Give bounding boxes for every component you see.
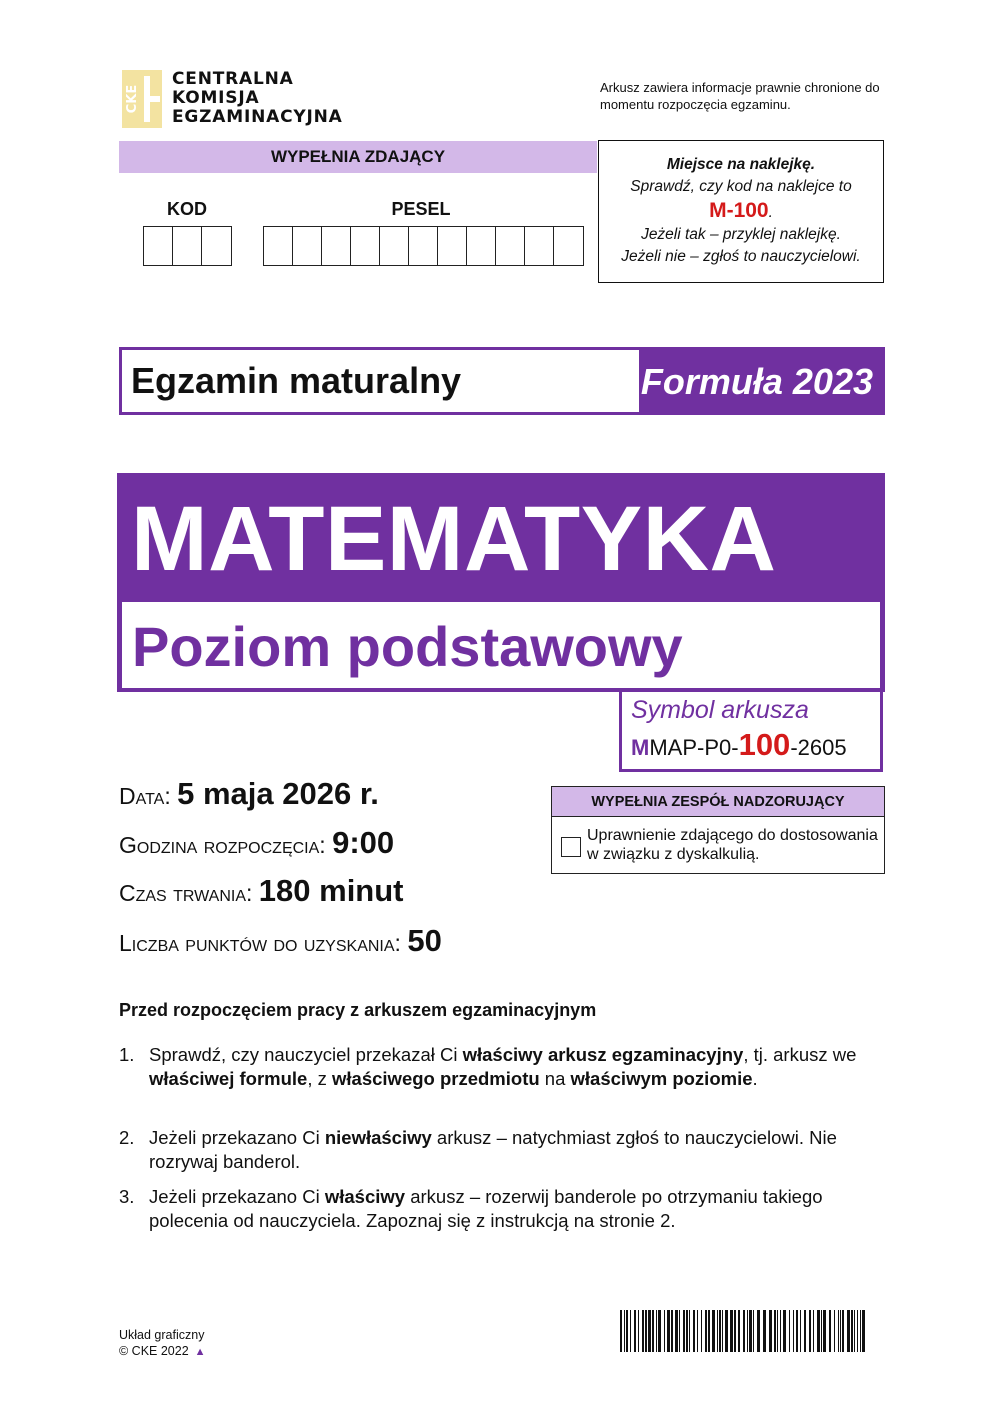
sticker-line-2: Jeżeli tak – przyklej naklejkę. <box>641 226 841 243</box>
pesel-cell[interactable] <box>467 227 496 265</box>
logo-mark-text: CKE <box>125 84 140 114</box>
kod-cell[interactable] <box>173 227 202 265</box>
symbol-prefix-m: M <box>631 735 650 760</box>
logo-wordmark <box>172 70 343 127</box>
pesel-cell[interactable] <box>525 227 554 265</box>
dyscalculia-checkbox-label: Uprawnienie zdającego do dostosowania w związku z dyskalkulią. <box>587 827 878 863</box>
exam-formula: Formuła 2023 <box>640 361 873 402</box>
symbol-number: 100 <box>738 727 791 762</box>
subject-level: Poziom podstawowy <box>122 602 880 688</box>
cke-logo-mark <box>122 70 162 128</box>
logo-line-3: EGZAMINACYJNA <box>172 107 343 127</box>
exam-date-label: Data: <box>119 783 171 809</box>
exam-date <box>119 776 379 812</box>
sticker-line-1: Sprawdź, czy kod na naklejce to <box>630 178 852 195</box>
instruction-text: Jeżeli przekazano Ci właściwy arkusz – rozerwij banderole po otrzymaniu takiego polecenia od nauczyciela. Zapoznaj się z instrukcją na stronie 2. <box>149 1186 823 1231</box>
logo-line-2: KOMISJA <box>172 88 260 108</box>
footer-line-1: Układ graficzny <box>119 1328 205 1342</box>
logo-line-1: CENTRALNA <box>172 69 294 89</box>
kod-cell[interactable] <box>202 227 231 265</box>
pesel-label: PESEL <box>391 199 451 219</box>
exam-banner <box>119 347 885 415</box>
exam-type: Egzamin maturalny <box>122 350 639 412</box>
pesel-cell[interactable] <box>322 227 351 265</box>
exam-start-time <box>119 825 394 861</box>
exam-date-value: 5 maja 2026 r. <box>177 776 379 811</box>
pesel-cell[interactable] <box>264 227 293 265</box>
instruction-number: 2. <box>119 1127 135 1148</box>
instruction-text: Jeżeli przekazano Ci niewłaściwy arkusz – natychmiast zgłoś to nauczycielowi. Nie rozrywaj banderol. <box>149 1127 837 1172</box>
sticker-line-3: Jeżeli nie – zgłoś to nauczycielowi. <box>621 248 861 265</box>
instruction-number: 1. <box>119 1044 135 1065</box>
exam-start-label: Godzina rozpoczęcia: <box>119 832 326 858</box>
sticker-title: Miejsce na naklejkę. <box>666 156 816 173</box>
pesel-input-cells[interactable] <box>263 226 584 266</box>
exam-points <box>119 923 442 959</box>
instructions-title: Przed rozpoczęciem pracy z arkuszem egzaminacyjnym <box>119 1000 597 1020</box>
exam-duration <box>119 873 404 909</box>
sheet-symbol-label: Symbol arkusza <box>631 696 809 724</box>
pesel-cell[interactable] <box>496 227 525 265</box>
pesel-cell[interactable] <box>554 227 583 265</box>
pesel-cell[interactable] <box>293 227 322 265</box>
sticker-code: M-100 <box>709 199 769 222</box>
symbol-suffix: -2605 <box>790 735 847 760</box>
pesel-cell[interactable] <box>351 227 380 265</box>
supervisors-box <box>551 786 885 874</box>
kod-input-cells[interactable] <box>143 226 232 266</box>
pesel-cell[interactable] <box>409 227 438 265</box>
pesel-cell[interactable] <box>438 227 467 265</box>
sheet-symbol-code <box>631 727 880 763</box>
instruction-text: Sprawdź, czy nauczyciel przekazał Ci właściwy arkusz egzaminacyjny, tj. arkusz we właściwej formule, z właściwego przedmiotu na właściwym poziomie. <box>149 1044 857 1089</box>
exam-points-label: Liczba punktów do uzyskania: <box>119 930 401 956</box>
supervisors-header: WYPEŁNIA ZESPÓŁ NADZORUJĄCY <box>552 787 884 817</box>
legal-notice: Arkusz zawiera informacje prawnie chronione do momentu rozpoczęcia egzaminu. <box>600 80 880 112</box>
sheet-symbol-box <box>619 690 883 772</box>
footer-credits <box>119 1327 206 1360</box>
exam-duration-value: 180 minut <box>258 873 404 908</box>
instruction-item <box>119 1043 889 1091</box>
candidate-fill-header: WYPEŁNIA ZDAJĄCY <box>119 141 597 173</box>
dyscalculia-checkbox[interactable] <box>561 837 581 857</box>
exam-start-value: 9:00 <box>332 825 395 860</box>
instruction-item <box>119 1126 889 1174</box>
pesel-cell[interactable] <box>380 227 409 265</box>
exam-duration-label: Czas trwania: <box>119 880 253 906</box>
sticker-code-suffix: . <box>768 204 773 221</box>
kod-cell[interactable] <box>144 227 173 265</box>
sticker-area[interactable] <box>598 140 884 283</box>
subject-block <box>117 473 885 692</box>
footer-line-2: © CKE 2022 <box>119 1344 189 1358</box>
kod-label: KOD <box>167 199 207 219</box>
instruction-number: 3. <box>119 1186 135 1207</box>
triangle-icon: ▲ <box>194 1346 206 1358</box>
cke-logo <box>122 70 362 130</box>
instruction-item <box>119 1185 889 1233</box>
subject-title: MATEMATYKA <box>131 488 777 590</box>
exam-points-value: 50 <box>407 923 442 958</box>
barcode-icon <box>620 1310 865 1352</box>
symbol-prefix-rest: MAP-P0- <box>649 735 739 760</box>
